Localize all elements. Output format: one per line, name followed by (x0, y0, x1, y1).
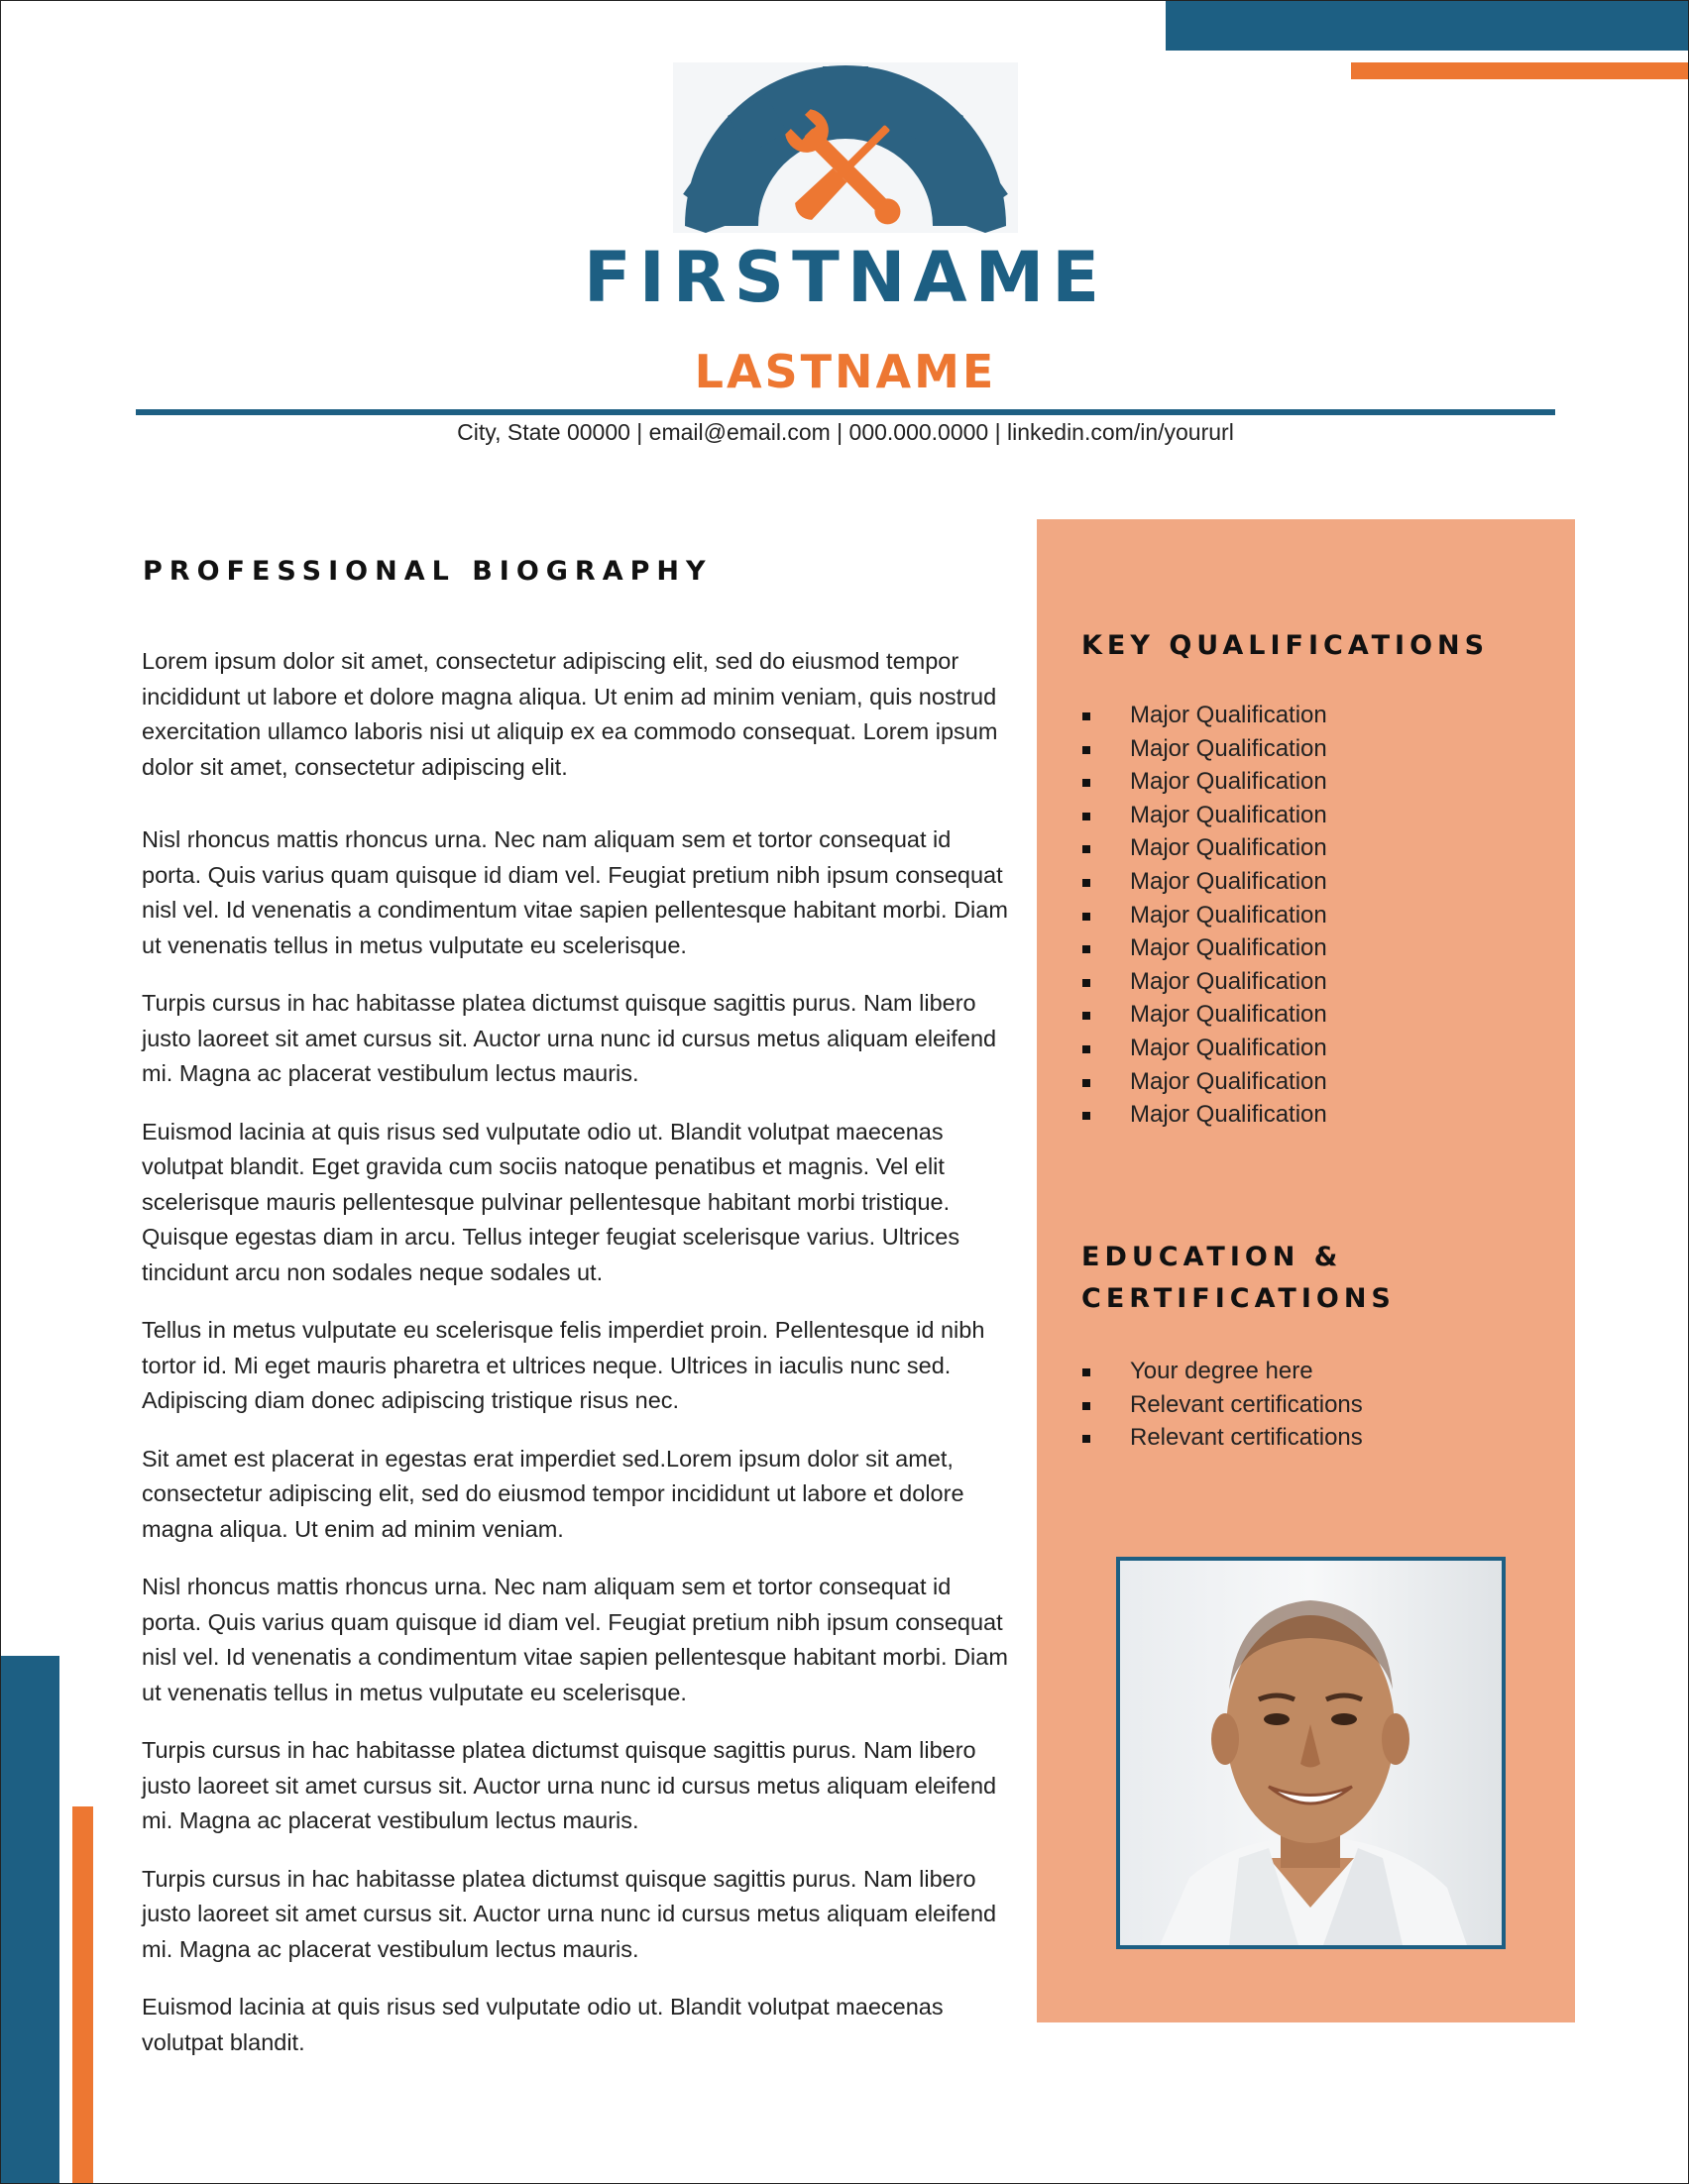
bio-paragraph: Turpis cursus in hac habitasse platea dictumst quisque sagittis purus. Nam libero justo laoreet sit amet cursus sit. Auctor urna nunc id cursus metus aliquam eleifend mi. Magna ac placerat vestibulum lectus mauris. (142, 990, 997, 1086)
qualifications-list (1081, 699, 1327, 1132)
list-item: Major Qualification (1081, 931, 1327, 965)
contact-line: City, State 00000 | email@email.com | 000.000.0000 | linkedin.com/in/yoururl (457, 419, 1234, 445)
gear-wrench-screwdriver-icon (673, 62, 1018, 233)
bio-paragraph: Turpis cursus in hac habitasse platea dictumst quisque sagittis purus. Nam libero justo laoreet sit amet cursus sit. Auctor urna nunc id cursus metus aliquam eleifend mi. Magna ac placerat vestibulum lectus mauris. (142, 1737, 997, 1833)
list-item: Major Qualification (1081, 1098, 1327, 1132)
list-item: Major Qualification (1081, 699, 1327, 732)
education-list (1081, 1355, 1363, 1455)
list-item: Relevant certifications (1081, 1388, 1363, 1422)
biography-body (142, 644, 1014, 2083)
last-name: LASTNAME (694, 345, 997, 398)
bio-paragraph: Lorem ipsum dolor sit amet, consectetur adipiscing elit, sed do eiusmod tempor incididunt ut labore et dolore magna aliqua. Ut enim ad minim veniam, quis nostrud exercitation ullamco laboris nisi ut aliquip ex ea commodo consequat. Lorem ipsum dolor sit amet, consectetur adipiscing elit. (142, 648, 998, 780)
profile-photo (1116, 1557, 1506, 1949)
list-item: Major Qualification (1081, 799, 1327, 832)
bottom-left-navy-bar (1, 1656, 59, 2183)
bio-paragraph: Tellus in metus vulputate eu scelerisque felis imperdiet proin. Pellentesque id nibh tortor id. Mi eget mauris pharetra et ultrices neque. Ultrices in iaculis nunc sed. Adipiscing diam donec adipiscing tristique risus nec. (142, 1317, 985, 1413)
bio-paragraph: Euismod lacinia at quis risus sed vulputate odio ut. Blandit volutpat maecenas volutpat blandit. (142, 1994, 944, 2055)
bio-paragraph: Sit amet est placerat in egestas erat imperdiet sed.Lorem ipsum dolor sit amet, consectetur adipiscing elit, sed do eiusmod tempor incididunt ut labore et dolore magna aliqua. Ut enim ad minim veniam. (142, 1445, 964, 1542)
list-item: Major Qualification (1081, 899, 1327, 932)
qualifications-heading: KEY QUALIFICATIONS (1081, 630, 1490, 661)
bio-paragraph: Nisl rhoncus mattis rhoncus urna. Nec nam aliquam sem et tortor consequat id porta. Quis varius quam quisque id diam vel. Feugiat pretium nibh ipsum consequat nisl vel. Id venenatis a condimentum vitae sapien pellentesque habitant morbi. Diam ut venenatis tellus in metus vulputate eu scelerisque. (142, 826, 1008, 958)
list-item: Major Qualification (1081, 965, 1327, 999)
bio-paragraph: Turpis cursus in hac habitasse platea dictumst quisque sagittis purus. Nam libero justo laoreet sit amet cursus sit. Auctor urna nunc id cursus metus aliquam eleifend mi. Magna ac placerat vestibulum lectus mauris. (142, 1865, 997, 1962)
logo (673, 62, 1018, 233)
list-item: Major Qualification (1081, 1065, 1327, 1099)
list-item: Your degree here (1081, 1355, 1363, 1388)
list-item: Major Qualification (1081, 998, 1327, 1032)
top-right-orange-bar (1351, 62, 1688, 79)
top-right-navy-bar (1166, 1, 1688, 51)
first-name: FIRSTNAME (583, 237, 1108, 318)
bottom-left-orange-bar (72, 1806, 93, 2183)
bio-paragraph: Euismod lacinia at quis risus sed vulputate odio ut. Blandit volutpat maecenas volutpat blandit. Eget gravida cum sociis natoque penatibus et magnis. Vel elit scelerisque mauris pellentesque pulvinar pellentesque habitant morbi tristique. Quisque egestas diam in arcu. Tellus integer feugiat scelerisque varius. Ultrices tincidunt arcu non sodales neque sodales ut. (142, 1118, 960, 1285)
portrait-illustration (1120, 1561, 1502, 1945)
list-item: Major Qualification (1081, 765, 1327, 799)
education-heading (1081, 1237, 1396, 1320)
list-item: Major Qualification (1081, 732, 1327, 766)
biography-heading: PROFESSIONAL BIOGRAPHY (143, 556, 713, 587)
education-heading-line: EDUCATION & (1081, 1242, 1343, 1272)
bio-paragraph: Nisl rhoncus mattis rhoncus urna. Nec nam aliquam sem et tortor consequat id porta. Quis varius quam quisque id diam vel. Feugiat pretium nibh ipsum consequat nisl vel. Id venenatis a condimentum vitae sapien pellentesque habitant morbi. Diam ut venenatis tellus in metus vulputate eu scelerisque. (142, 1574, 1008, 1705)
list-item: Major Qualification (1081, 865, 1327, 899)
list-item: Major Qualification (1081, 1032, 1327, 1065)
list-item: Major Qualification (1081, 831, 1327, 865)
header-divider (136, 409, 1555, 415)
education-heading-line: CERTIFICATIONS (1081, 1283, 1396, 1314)
list-item: Relevant certifications (1081, 1421, 1363, 1455)
